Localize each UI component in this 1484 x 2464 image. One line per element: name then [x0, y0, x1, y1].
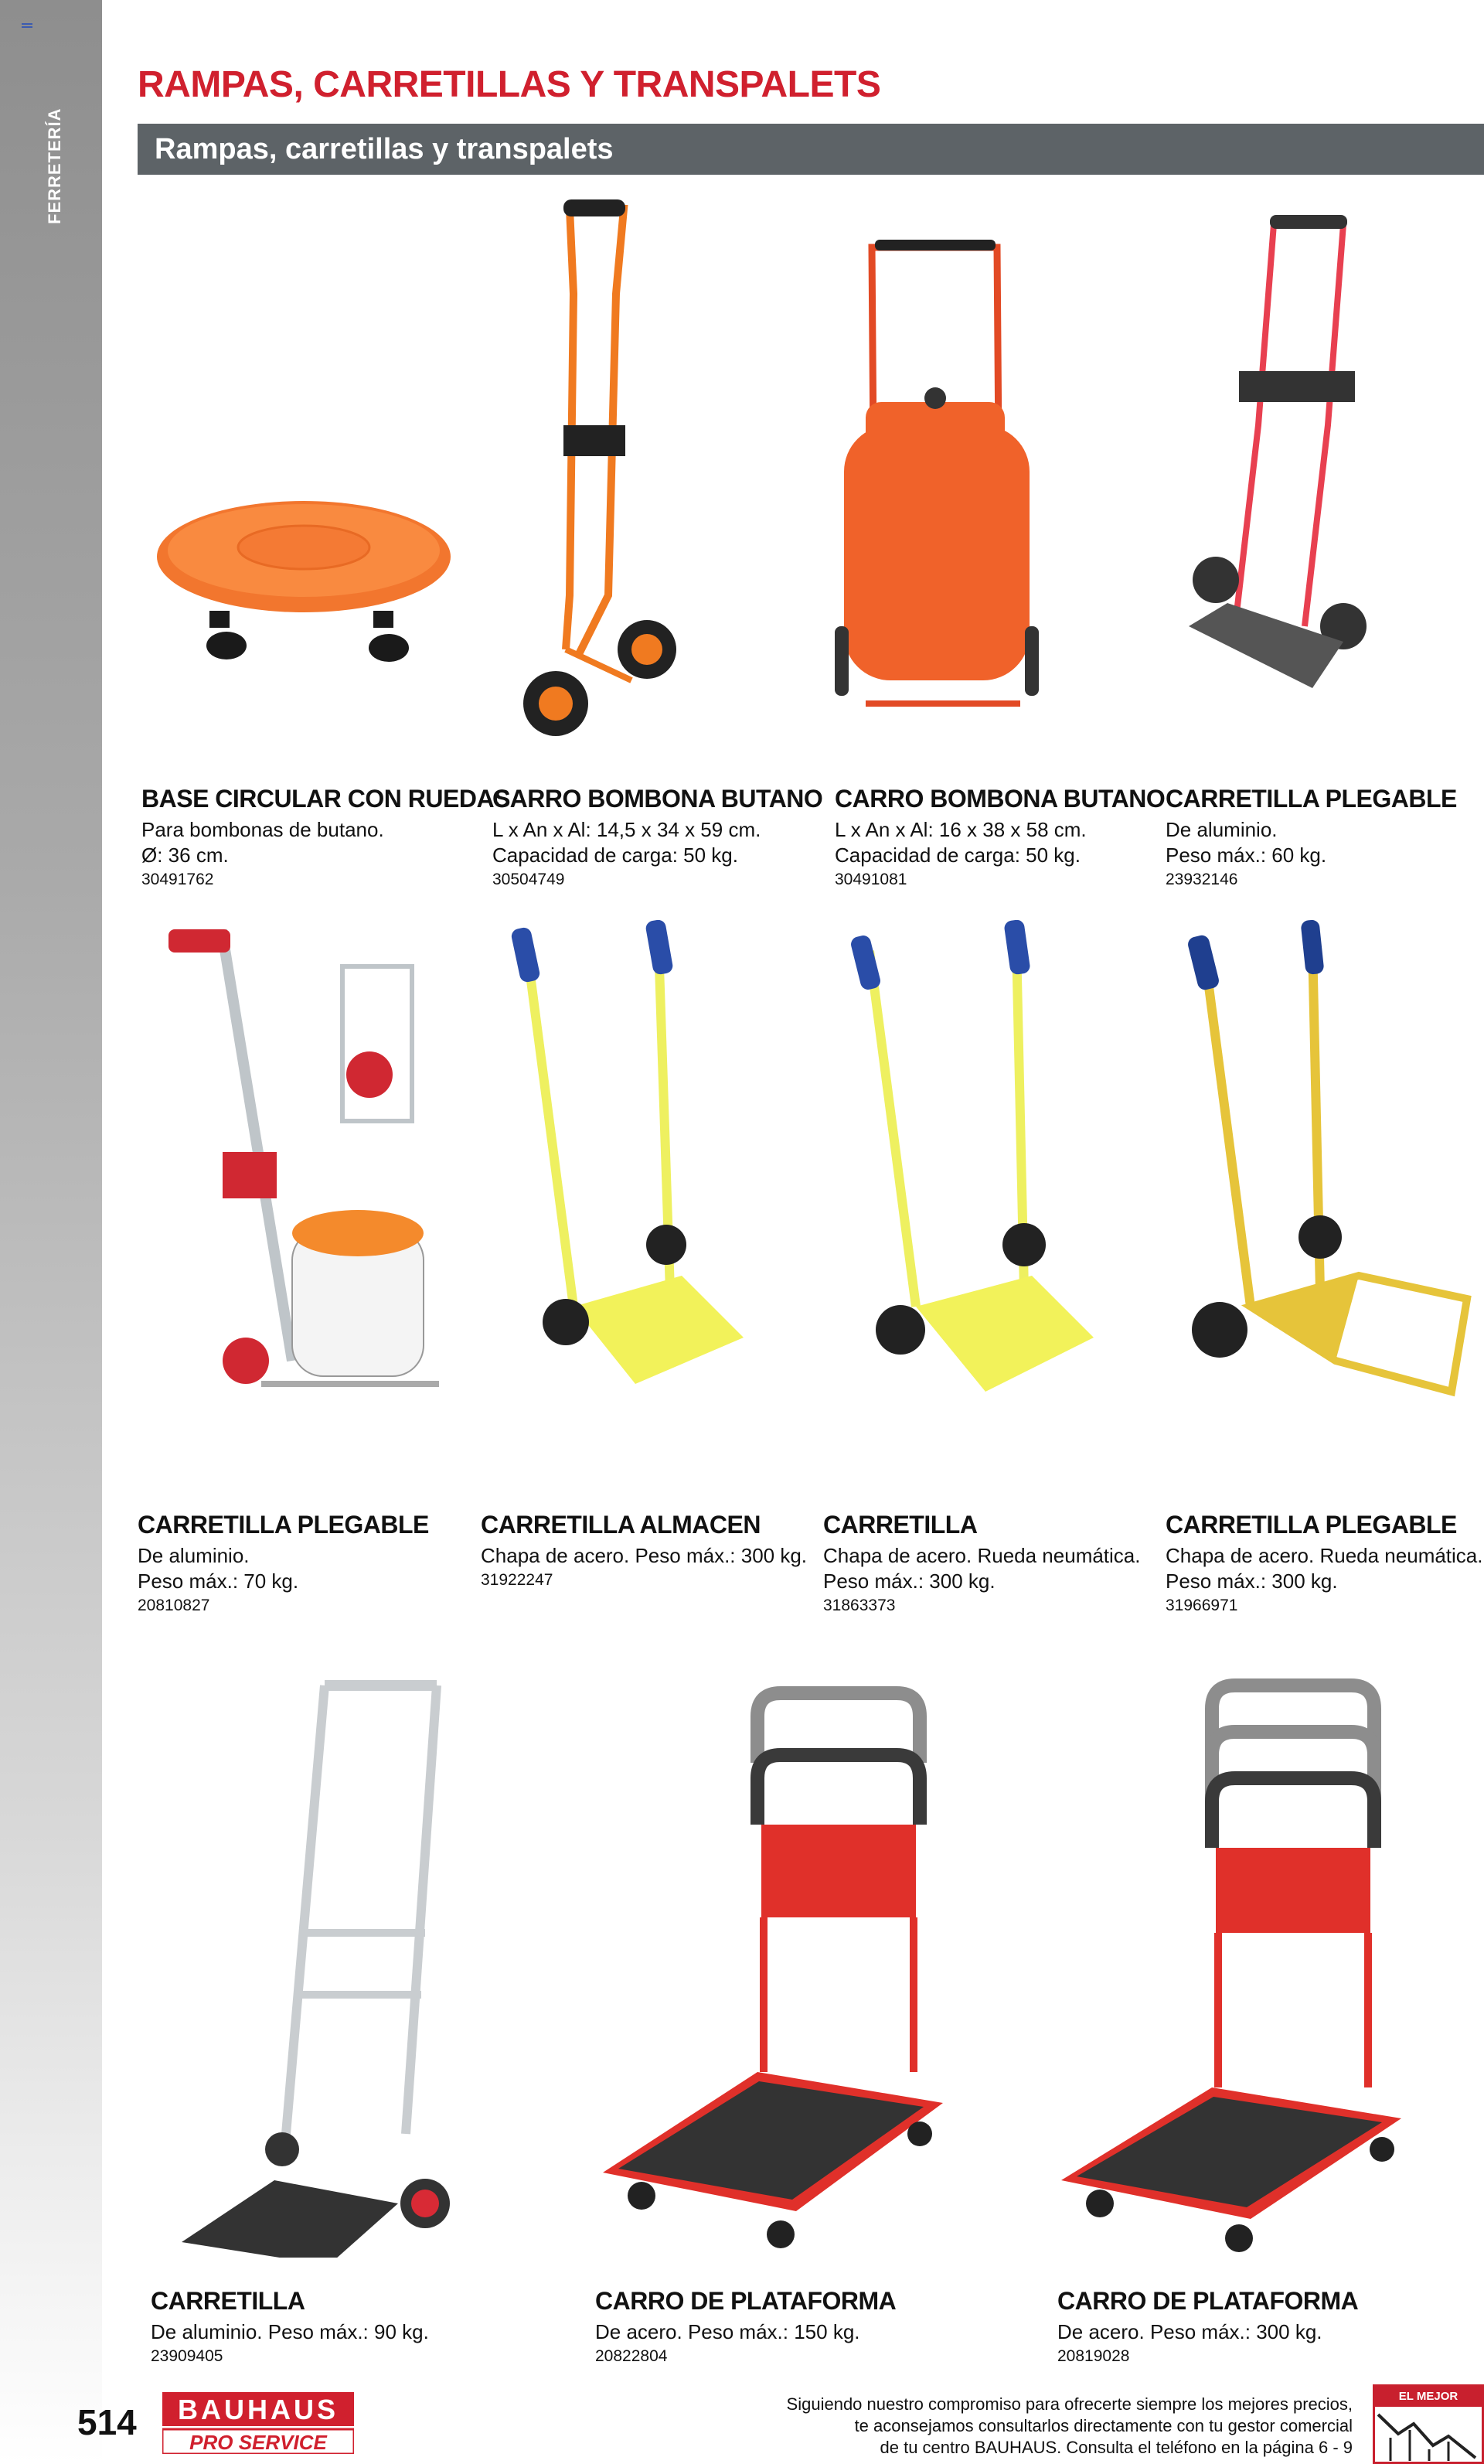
product-desc: L x An x Al: 16 x 38 x 58 cm. — [835, 818, 1087, 841]
carretilla-almacen-image — [481, 920, 774, 1415]
product-ref: 30491081 — [835, 871, 907, 888]
best-price-label: EL MEJOR PRECIO — [1375, 2387, 1482, 2407]
product-card[interactable] — [138, 920, 470, 1616]
base-circular-image — [141, 193, 466, 696]
carro-plataforma-image — [1057, 1670, 1413, 2258]
page-number: 514 — [77, 2402, 137, 2442]
product-name: CARRETILLA PLEGABLE — [1166, 1511, 1457, 1539]
product-desc: Para bombonas de butano. — [141, 818, 384, 841]
carro-bombona-image — [835, 193, 1051, 734]
product-desc: Peso máx.: 70 kg. — [138, 1569, 299, 1593]
carro-bombona-image — [492, 193, 825, 750]
price-chart-icon — [1375, 2407, 1482, 2461]
product-desc: Peso máx.: 300 kg. — [1166, 1569, 1338, 1593]
sidebar-label: FERRETERÍA — [45, 107, 64, 224]
product-card[interactable] — [492, 193, 825, 889]
product-name: CARRETILLA — [151, 2287, 305, 2315]
product-ref: 31966971 — [1166, 1597, 1238, 1614]
product-card[interactable] — [595, 1670, 1028, 2366]
product-ref: 20810827 — [138, 1597, 210, 1614]
footer-note — [696, 2394, 1353, 2459]
product-ref: 31922247 — [481, 1571, 553, 1589]
product-ref: 30504749 — [492, 871, 565, 888]
product-ref: 23932146 — [1166, 871, 1238, 888]
footer-note-line: Siguiendo nuestro compromiso para ofrecerte siempre los mejores precios, — [786, 2394, 1353, 2414]
product-card[interactable] — [823, 920, 1163, 1616]
carretilla-image — [151, 1670, 475, 2258]
brand-text: BAUHAUS — [178, 2394, 339, 2425]
carretilla-plegable-image — [138, 920, 462, 1415]
product-name: CARRETILLA PLEGABLE — [1166, 785, 1457, 813]
product-desc: Peso máx.: 300 kg. — [823, 1569, 996, 1593]
product-name: CARRETILLA — [823, 1511, 978, 1539]
product-desc: Capacidad de carga: 50 kg. — [835, 843, 1081, 867]
product-desc: Chapa de acero. Rueda neumática. — [1166, 1544, 1483, 1567]
sidebar — [0, 0, 102, 2464]
product-desc: Ø: 36 cm. — [141, 843, 229, 867]
product-ref: 23909405 — [151, 2347, 223, 2365]
carro-plataforma-image — [595, 1670, 951, 2258]
product-name: CARRO BOMBONA BUTANO — [492, 785, 823, 813]
footer-note-line: de tu centro BAUHAUS. Consulta el teléfono en la página 6 - 9 — [880, 2438, 1353, 2457]
section-title: Rampas, carretillas y transpalets — [155, 133, 614, 165]
product-card[interactable] — [835, 193, 1166, 889]
product-desc: De aluminio. — [138, 1544, 250, 1567]
product-name: CARRETILLA ALMACEN — [481, 1511, 761, 1539]
section-header — [138, 124, 1484, 175]
product-card[interactable] — [1166, 920, 1484, 1616]
product-desc: Chapa de acero. Rueda neumática. — [823, 1544, 1141, 1567]
product-ref: 30491762 — [141, 871, 214, 888]
product-card[interactable] — [481, 920, 821, 1616]
product-name: CARRO BOMBONA BUTANO — [835, 785, 1166, 813]
carretilla-plegable-image — [1166, 920, 1475, 1415]
product-desc: L x An x Al: 14,5 x 34 x 59 cm. — [492, 818, 761, 841]
flag-icon — [22, 23, 32, 31]
footer-note-line: te aconsejamos consultarlos directamente con tu gestor comercial — [854, 2416, 1353, 2435]
product-name: CARRETILLA PLEGABLE — [138, 1511, 429, 1539]
product-desc: Capacidad de carga: 50 kg. — [492, 843, 738, 867]
product-ref: 20819028 — [1057, 2347, 1130, 2365]
product-desc: Chapa de acero. Peso máx.: 300 kg. — [481, 1544, 808, 1567]
product-desc: De aluminio. — [1166, 818, 1278, 841]
carretilla-plegable-image — [1166, 193, 1397, 704]
product-name: CARRO DE PLATAFORMA — [595, 2287, 897, 2315]
carretilla-image — [823, 920, 1117, 1415]
product-name: CARRO DE PLATAFORMA — [1057, 2287, 1359, 2315]
best-price-badge — [1373, 2384, 1484, 2464]
product-desc: De acero. Peso máx.: 150 kg. — [595, 2320, 860, 2343]
product-desc: De acero. Peso máx.: 300 kg. — [1057, 2320, 1322, 2343]
product-card[interactable] — [151, 1670, 553, 2366]
product-desc: De aluminio. Peso máx.: 90 kg. — [151, 2320, 429, 2343]
product-card[interactable] — [1057, 1670, 1484, 2366]
product-ref: 20822804 — [595, 2347, 668, 2365]
product-card[interactable] — [1166, 193, 1484, 889]
product-ref: 31863373 — [823, 1597, 896, 1614]
product-card[interactable] — [141, 193, 510, 889]
bauhaus-logo — [162, 2392, 354, 2454]
brand-sub-text: PRO SERVICE — [189, 2431, 327, 2454]
product-name: BASE CIRCULAR CON RUEDAS — [141, 785, 510, 813]
product-desc: Peso máx.: 60 kg. — [1166, 843, 1327, 867]
page-title: RAMPAS, CARRETILLAS Y TRANSPALETS — [138, 64, 881, 105]
